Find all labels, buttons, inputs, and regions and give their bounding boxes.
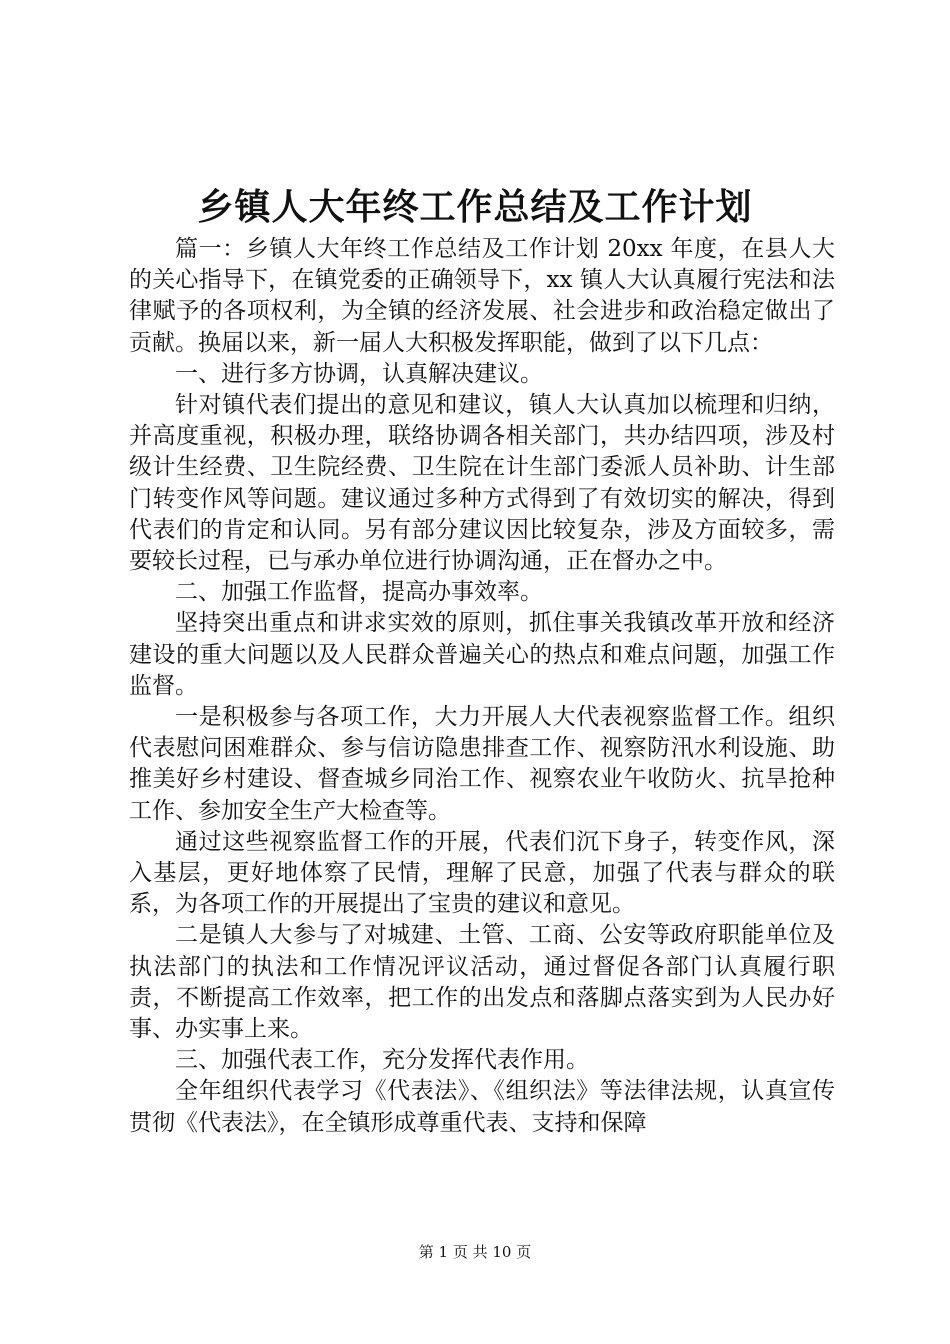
section-heading-2: 二、加强工作监督，提高办事效率。	[175, 579, 543, 606]
paragraph-second-point: 二是镇人大参与了对城建、土管、工商、公安等政府职能单位及执法部门的执法和工作情况评议活动，通过督促各部门认真履行职责，不断提高工作效率，把工作的出发点和落脚点落实到为人民办好事、办实事上来。	[129, 922, 835, 1043]
document-body	[129, 234, 835, 1139]
paragraph-inspection-results: 通过这些视察监督工作的开展，代表们沉下身子，转变作风，深入基层，更好地体察了民情，理解了民意，加强了代表与群众的联系，为各项工作的开展提出了宝贵的建议和意见。	[129, 828, 835, 918]
section-heading-1: 一、进行多方协调，认真解决建议。	[175, 360, 543, 387]
document-title: 乡镇人大年终工作总结及工作计划	[197, 187, 753, 228]
paragraph-first-point: 一是积极参与各项工作，大力开展人大代表视察监督工作。组织代表慰问困难群众、参与信访隐患排查工作、视察防汛水利设施、助推美好乡村建设、督查城乡同治工作、视察农业午收防火、抗旱抢种工作、参加安全生产大检查等。	[129, 704, 835, 824]
paragraph-suggestions: 针对镇代表们提出的意见和建议，镇人大认真加以梳理和归纳，并高度重视，积极办理，联络协调各相关部门，共办结四项，涉及村级计生经费、卫生院经费、卫生院在计生部门委派人员补助、计生部门转变作风等问题。建议通过多种方式得到了有效切实的解决，得到代表们的肯定和认同。另有部分建议因比较复杂，涉及方面较多，需要较长过程，已与承办单位进行协调沟通，正在督办之中。	[129, 392, 835, 575]
paragraph-intro: 篇一：乡镇人大年终工作总结及工作计划 20xx 年度，在县人大的关心指导下，在镇党委的正确领导下，xx 镇人大认真履行宪法和法律赋予的各项权利，为全镇的经济发展、社会进步和政治稳定做出了贡献。换届以来，新一届人大积极发挥职能，做到了以下几点：	[129, 236, 835, 356]
paragraph-supervision: 坚持突出重点和讲求实效的原则，抓住事关我镇改革开放和经济建设的重大问题以及人民群众普遍关心的热点和难点问题，加强工作监督。	[129, 610, 835, 699]
page-number-footer: 第 1 页 共 10 页	[418, 1243, 532, 1261]
section-heading-3: 三、加强代表工作，充分发挥代表作用。	[175, 1047, 589, 1074]
paragraph-representative-work: 全年组织代表学习《代表法》、《组织法》等法律法规，认真宣传贯彻《代表法》，在全镇形成尊重代表、支持和保障	[129, 1078, 835, 1136]
